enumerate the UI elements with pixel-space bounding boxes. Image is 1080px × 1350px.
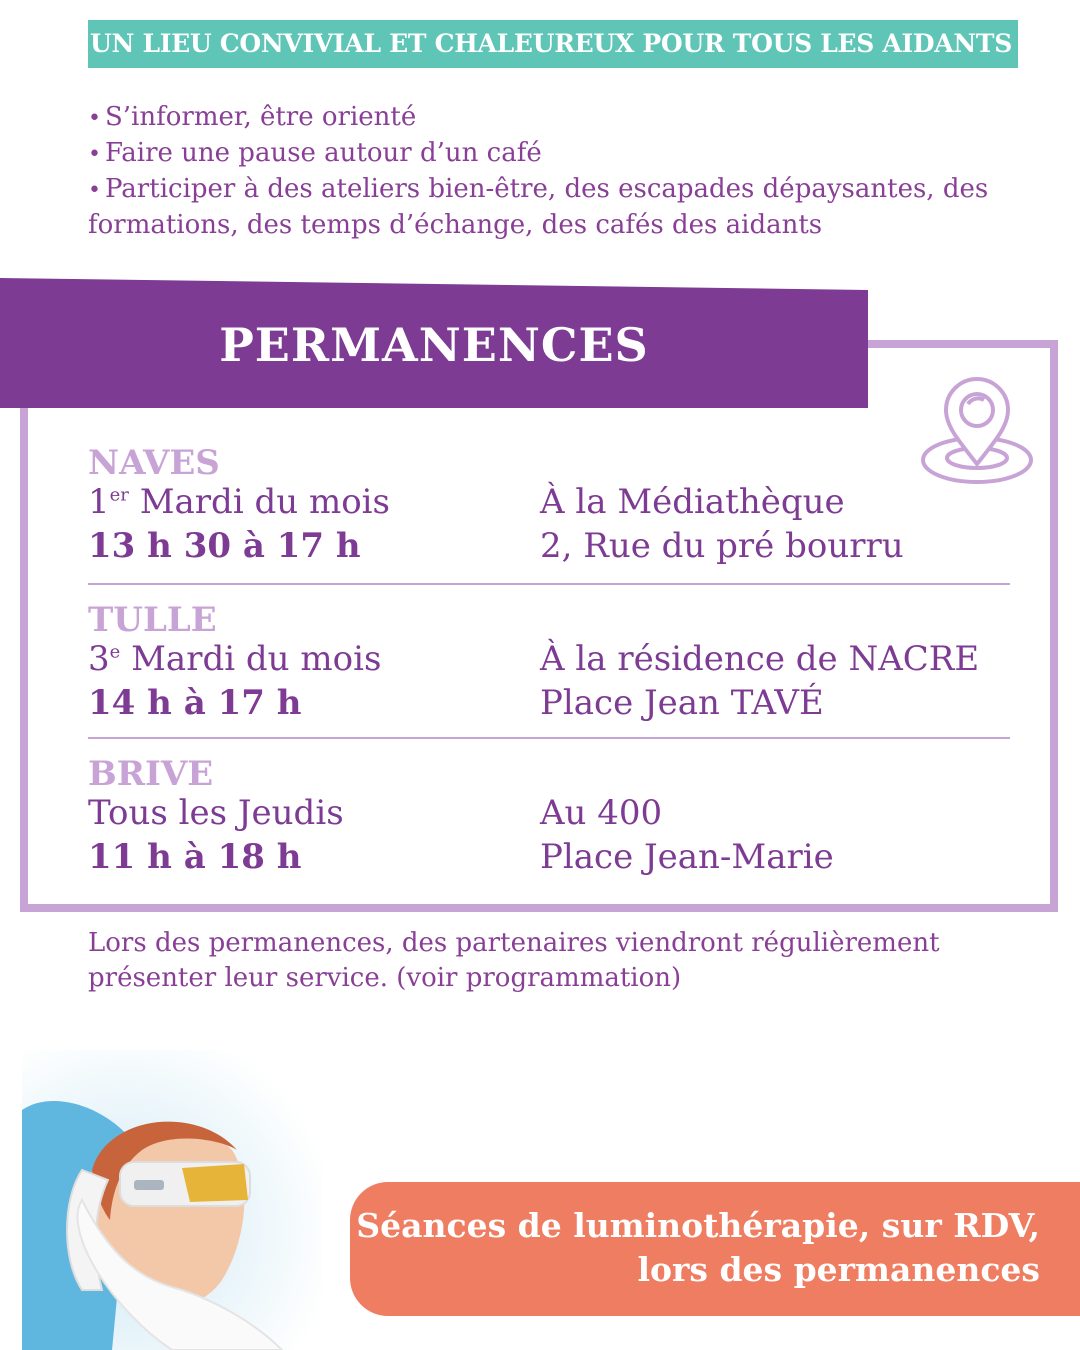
list-item: • Participer à des ateliers bien-être, des escapades dépaysantes, des formations, des temps d’échange, des cafés des aidants (88, 174, 989, 240)
list-item: • S’informer, être orienté (88, 102, 417, 132)
day-text: Tous les Jeudis (88, 793, 344, 833)
entry-naves (88, 444, 1018, 570)
cta-line-2: lors des permanences (637, 1250, 1040, 1289)
city-name: NAVES (88, 443, 220, 483)
hours-text: 13 h 30 à 17 h (88, 526, 361, 566)
place-text: Au 400 (540, 793, 663, 833)
entry-brive (88, 755, 1018, 881)
divider (88, 583, 1010, 585)
entry-tulle (88, 601, 1018, 727)
day-text: 3e Mardi du mois (88, 639, 382, 679)
luminotherapy-photo (22, 1050, 322, 1350)
city-name: BRIVE (88, 754, 214, 794)
list-item: • Faire une pause autour d’un café (88, 138, 542, 168)
place-text: À la Médiathèque (540, 482, 845, 522)
cta-line-1: Séances de luminothérapie, sur RDV, (356, 1206, 1040, 1245)
address-text: Place Jean-Marie (540, 837, 834, 877)
header-banner: UN LIEU CONVIVIAL ET CHALEUREUX POUR TOUS LES AIDANTS : (88, 20, 1018, 68)
address-text: Place Jean TAVÉ (540, 683, 824, 723)
hours-text: 14 h à 17 h (88, 683, 302, 723)
divider (88, 737, 1010, 739)
day-text: 1er Mardi du mois (88, 482, 390, 522)
city-name: TULLE (88, 600, 217, 640)
services-list (88, 100, 1018, 242)
permanences-title: PERMANENCES (219, 318, 649, 372)
partners-note: Lors des permanences, des partenaires viendront régulièrement présenter leur service. (voir programmation) (88, 928, 940, 993)
address-text: 2, Rue du pré bourru (540, 526, 904, 566)
place-text: À la résidence de NACRE (540, 639, 980, 679)
luminotherapy-banner (350, 1182, 1080, 1316)
hours-text: 11 h à 18 h (88, 837, 302, 877)
